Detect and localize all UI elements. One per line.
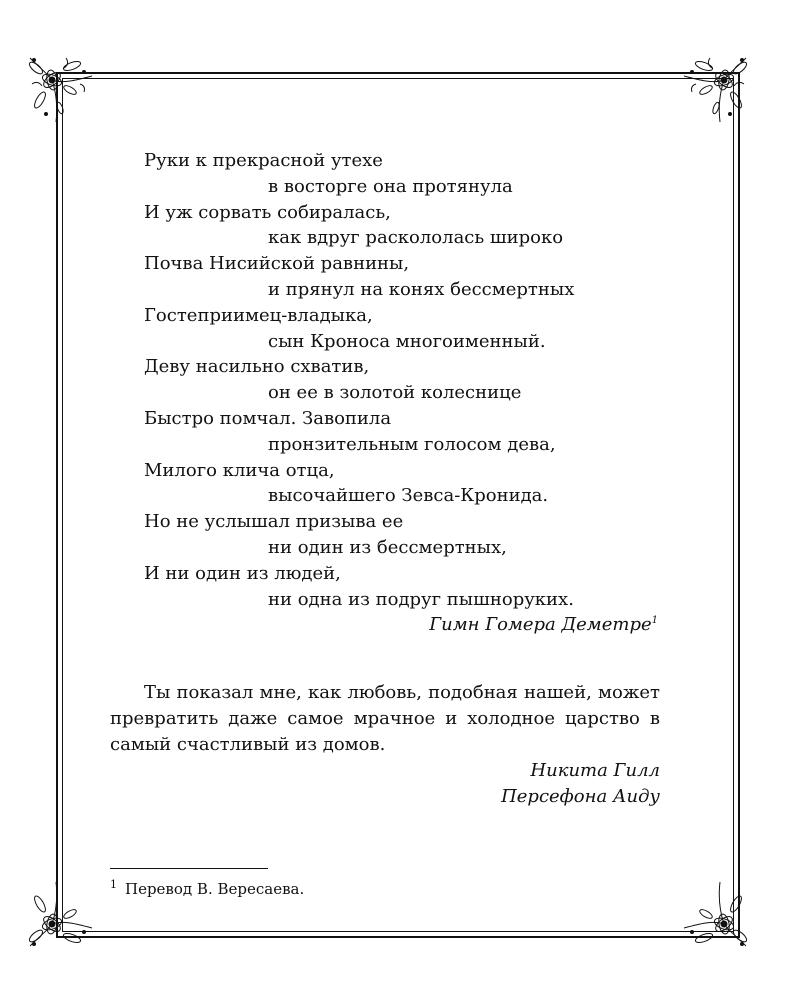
poem-line: ни один из бессмертных, bbox=[268, 536, 507, 558]
poem-line: И уж сорвать собиралась, bbox=[144, 201, 391, 223]
poem-line: И ни один из людей, bbox=[144, 562, 341, 584]
footnote bbox=[110, 875, 304, 899]
floral-corner-icon bbox=[22, 50, 106, 134]
attribution-text: Гимн Гомера Деметре bbox=[429, 614, 652, 636]
poem-line: ни одна из подруг пышноруких. bbox=[268, 588, 574, 610]
poem-line: Деву насильно схватив, bbox=[144, 356, 370, 378]
poem-line: сын Кроноса многоименный. bbox=[268, 330, 546, 352]
poem-line: и прянул на конях бессмертных bbox=[268, 278, 575, 300]
poem-line: Руки к прекрасной утехе bbox=[144, 150, 383, 171]
footnote-text: Перевод В. Вересаева. bbox=[125, 880, 305, 898]
poem-line: Гостеприимец-владыка, bbox=[144, 304, 373, 326]
poem-line: Почва Нисийской равнины, bbox=[144, 253, 410, 275]
poem-line: в восторге она протянула bbox=[268, 175, 513, 197]
footnote-rule bbox=[110, 868, 268, 869]
poem-line: высочайшего Зевса-Кронида. bbox=[268, 485, 549, 507]
footnote-mark: 1 bbox=[110, 878, 117, 891]
poem-line: он ее в золотой колеснице bbox=[268, 382, 522, 404]
floral-corner-icon bbox=[670, 870, 754, 954]
poem-line: пронзительным голосом дева, bbox=[268, 433, 556, 455]
poem-line: Милого клича отца, bbox=[144, 459, 335, 481]
floral-corner-icon bbox=[22, 870, 106, 954]
footnote-reference: 1 bbox=[651, 615, 658, 627]
signature-title: Персефона Аиду bbox=[501, 786, 660, 807]
poem-line: Но не услышал призыва ее bbox=[144, 511, 404, 533]
poem-attribution bbox=[110, 612, 670, 638]
quote-signature bbox=[110, 758, 660, 810]
prose-quote: Ты показал мне, как любовь, подобная нашей, может превратить даже самое мрачное и холодное царство в самый счастливый из домов. bbox=[110, 682, 660, 755]
poem-line: Быстро помчал. Завопила bbox=[144, 407, 392, 429]
poem-line: как вдруг раскололась широко bbox=[268, 227, 564, 249]
epigraph-poem bbox=[110, 148, 670, 638]
floral-corner-icon bbox=[670, 50, 754, 134]
signature-author: Никита Гилл bbox=[530, 760, 660, 781]
